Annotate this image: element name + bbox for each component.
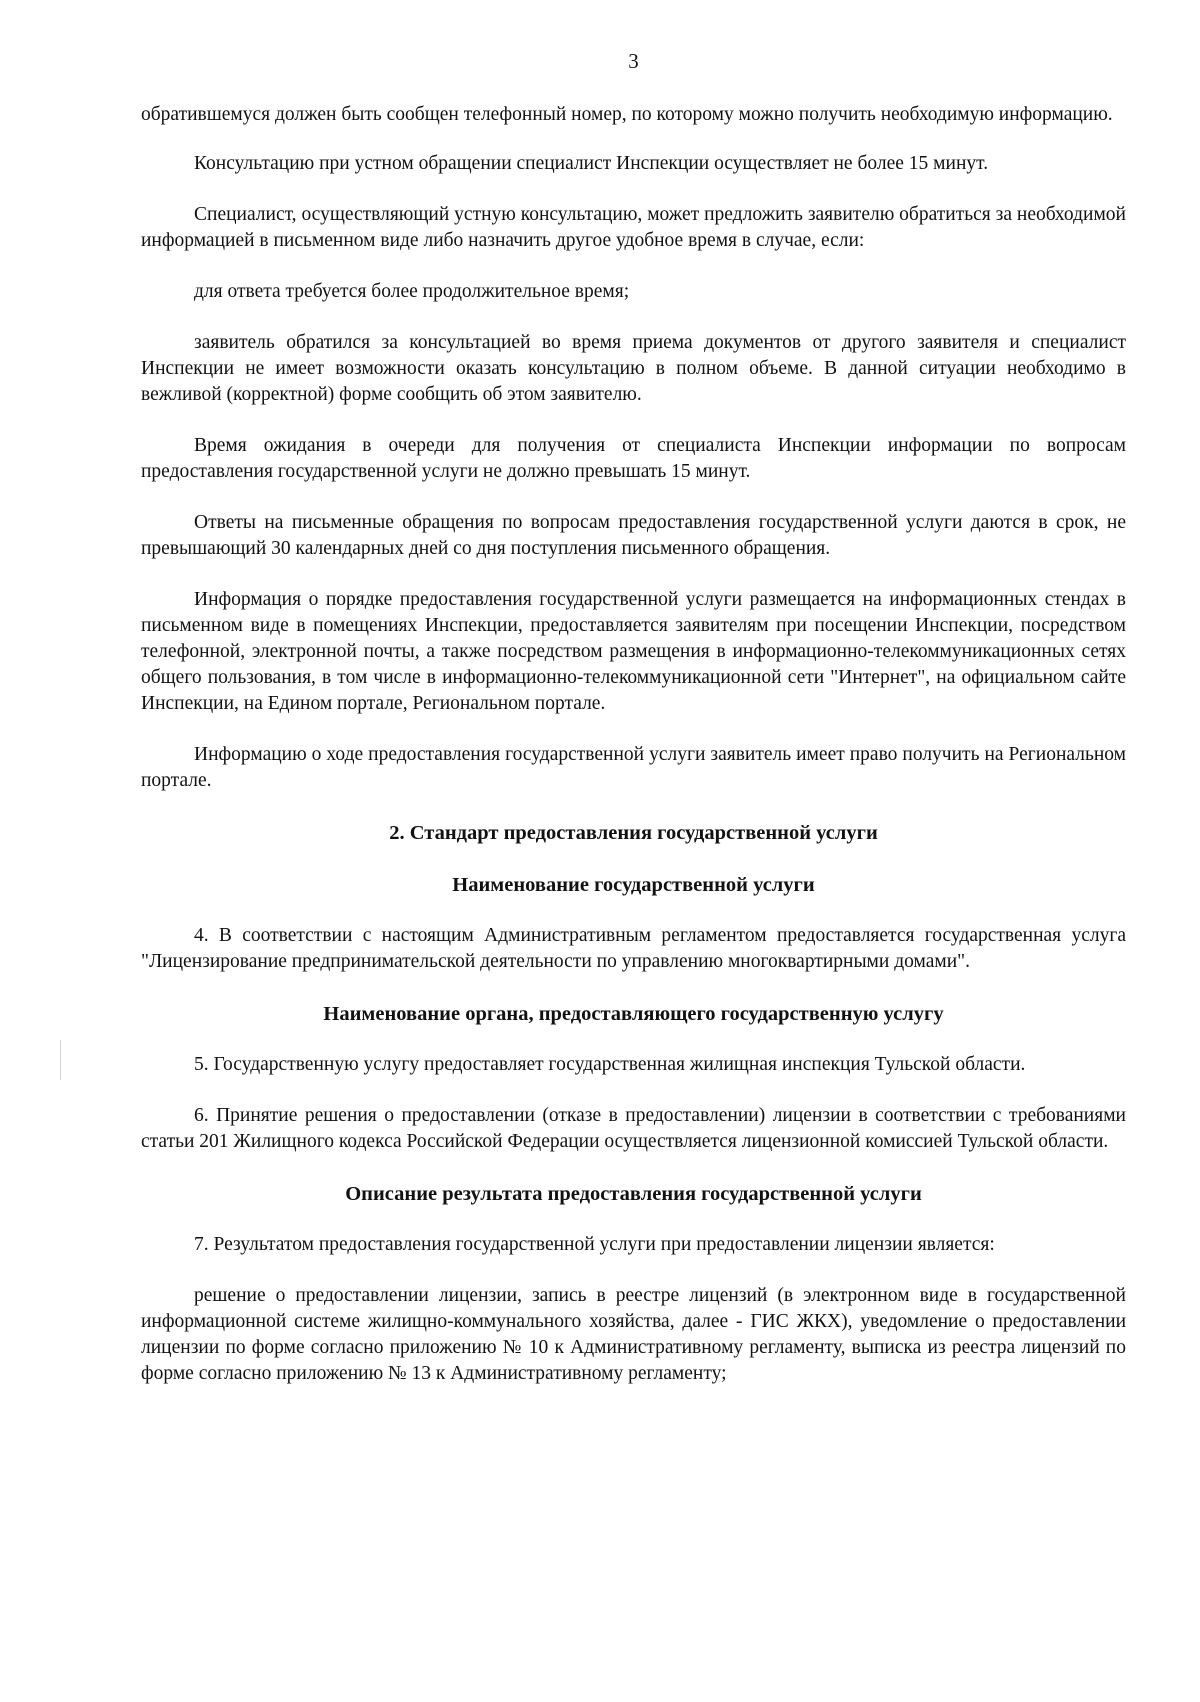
paragraph-queue-time: Время ожидания в очереди для получения от специалиста Инспекции информации по вопросам предоставления государственной услуги не должно превышать 15 минут. <box>141 435 1126 482</box>
section-heading-standard: 2. Стандарт предоставления государственной услуги <box>389 822 878 844</box>
paragraph-longer-time: для ответа требуется более продолжительное время; <box>194 281 630 302</box>
subheading-service-result: Описание результата предоставления государственной услуги <box>345 1183 922 1205</box>
paragraph-information-placement: Информация о порядке предоставления государственной услуги размещается на информационных стендах в письменном виде в помещениях Инспекции, предоставляется заявителям при посещении Инспекции, посредством телефонной, электронной почты, а также посредством размещения в информационно-телекоммуникационных сетях общего пользования, в том числе в информационно-телекоммуникационной сети "Интернет", на официальном сайте Инспекции, на Едином портале, Региональном портале. <box>141 589 1126 714</box>
paragraph-written-answers: Ответы на письменные обращения по вопросам предоставления государственной услуги даются в срок, не превышающий 30 календарных дней со дня поступления письменного обращения. <box>141 512 1126 559</box>
document-body <box>141 102 1126 1387</box>
paragraph-regional-portal: Информацию о ходе предоставления государственной услуги заявитель имеет право получить на Региональном портале. <box>141 744 1126 791</box>
paragraph-specialist-offer: Специалист, осуществляющий устную консультацию, может предложить заявителю обратиться за необходимой информацией в письменном виде либо назначить другое удобное время в случае, если: <box>141 204 1126 251</box>
subheading-service-name: Наименование государственной услуги <box>452 874 815 896</box>
page-number: 3 <box>628 49 639 73</box>
paragraph-consultation-time: Консультацию при устном обращении специалист Инспекции осуществляет не более 15 минут. <box>194 153 989 174</box>
paragraph-4: 4. В соответствии с настоящим Административным регламентом предоставляется государственная услуга "Лицензирование предпринимательской деятельности по управлению многоквартирными домами". <box>141 925 1126 972</box>
paragraph-5: 5. Государственную услугу предоставляет государственная жилищная инспекция Тульской области. <box>194 1054 1026 1075</box>
scan-margin-mark <box>60 1040 61 1080</box>
paragraph-busy-specialist: заявитель обратился за консультацией во время приема документов от другого заявителя и специалист Инспекции не имеет возможности оказать консультацию в полном объеме. В данной ситуации необходимо в вежливой (корректной) форме сообщить об этом заявителю. <box>141 332 1126 405</box>
paragraph-6: 6. Принятие решения о предоставлении (отказе в предоставлении) лицензии в соответствии с требованиями статьи 201 Жилищного кодекса Российской Федерации осуществляется лицензионной комиссией Тульской области. <box>141 1105 1126 1152</box>
paragraph-7: 7. Результатом предоставления государственной услуги при предоставлении лицензии является: <box>194 1234 995 1255</box>
paragraph-continuation: обратившемуся должен быть сообщен телефонный номер, по которому можно получить необходимую информацию. <box>141 104 1113 125</box>
document-page <box>141 0 1126 1702</box>
subheading-service-organ: Наименование органа, предоставляющего государственную услугу <box>323 1003 944 1025</box>
paragraph-7-detail: решение о предоставлении лицензии, запись в реестре лицензий (в электронном виде в государственной информационной системе жилищно-коммунального хозяйства, далее - ГИС ЖКХ), уведомление о предоставлении лицензии по форме согласно приложению № 10 к Административному регламенту, выписка из реестра лицензий по форме согласно приложению № 13 к Административному регламенту; <box>141 1285 1126 1384</box>
